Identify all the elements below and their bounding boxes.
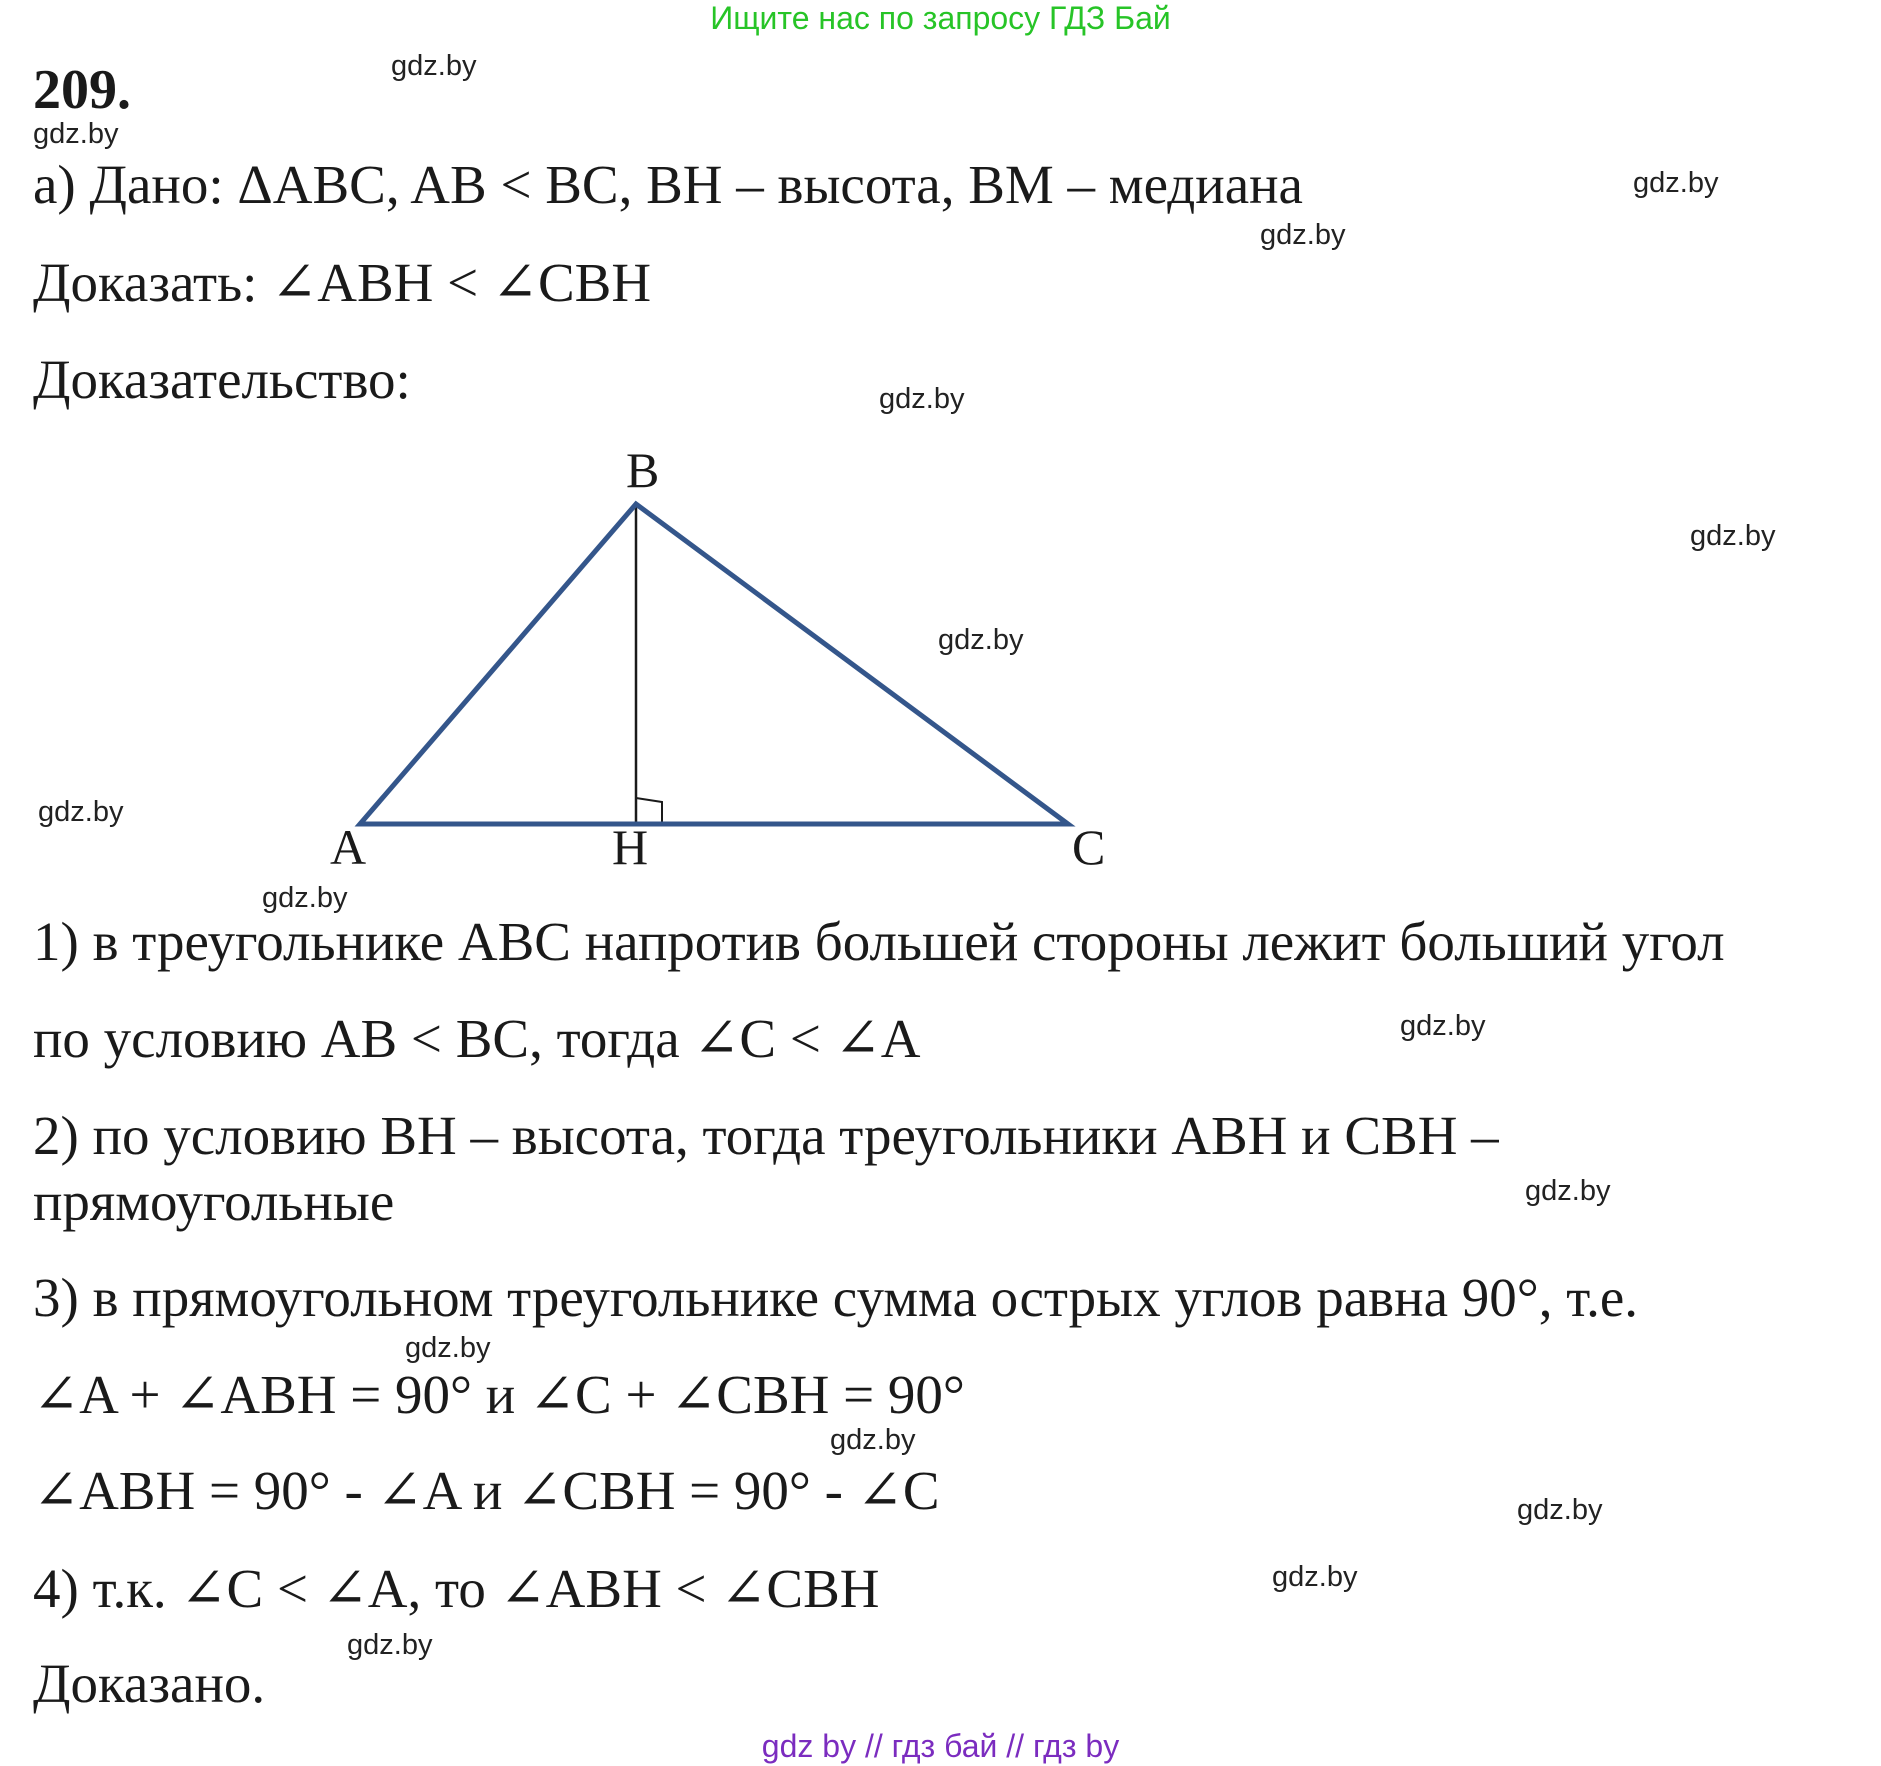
- search-banner: Ищите нас по запросу ГДЗ Бай: [710, 0, 1171, 36]
- step-3-line-2: ∠A + ∠ABH = 90° и ∠C + ∠CBH = 90°: [33, 1364, 965, 1425]
- step-2-line-1: 2) по условию BH – высота, тогда треугольники ABH и CBH –: [33, 1105, 1499, 1166]
- watermark: gdz.by: [1525, 1175, 1611, 1207]
- step-1-line-1: 1) в треугольнике ABC напротив большей стороны лежит больший угол: [33, 911, 1725, 972]
- watermark: gdz.by: [879, 383, 965, 415]
- watermark: gdz.by: [38, 796, 124, 828]
- vertex-label-a: A: [330, 819, 367, 875]
- watermark: gdz.by: [1260, 219, 1346, 251]
- watermark: gdz.by: [391, 50, 477, 82]
- step-2-line-2: прямоугольные: [33, 1171, 395, 1232]
- vertex-label-h: H: [612, 819, 649, 875]
- conclusion: Доказано.: [33, 1653, 266, 1714]
- step-1-line-2: по условию AB < BC, тогда ∠C < ∠A: [33, 1008, 921, 1069]
- footer-watermark: gdz by // гдз бай // гдз by: [761, 1728, 1120, 1764]
- triangle-figure: [320, 450, 1140, 890]
- prove-statement: Доказать: ∠ABH < ∠CBH: [33, 252, 652, 313]
- watermark: gdz.by: [33, 118, 119, 150]
- watermark: gdz.by: [938, 624, 1024, 656]
- watermark: gdz.by: [1690, 520, 1776, 552]
- vertex-label-c: C: [1072, 819, 1106, 875]
- step-3-line-3: ∠ABH = 90° - ∠A и ∠CBH = 90° - ∠C: [33, 1460, 940, 1521]
- watermark: gdz.by: [830, 1424, 916, 1456]
- step-3-line-1: 3) в прямоугольном треугольнике сумма острых углов равна 90°, т.е.: [33, 1267, 1639, 1328]
- given-statement: а) Дано: ΔABC, AB < BC, BH – высота, BM – медиана: [33, 154, 1303, 215]
- watermark: gdz.by: [1400, 1010, 1486, 1042]
- triangle-abc: [360, 504, 1068, 824]
- watermark: gdz.by: [262, 882, 348, 914]
- watermark: gdz.by: [1517, 1494, 1603, 1526]
- watermark: gdz.by: [405, 1332, 491, 1364]
- problem-number: 209.: [33, 59, 131, 121]
- vertex-label-b: B: [626, 450, 660, 498]
- watermark: gdz.by: [1272, 1561, 1358, 1593]
- proof-heading: Доказательство:: [33, 349, 411, 410]
- step-4-line-1: 4) т.к. ∠C < ∠A, то ∠ABH < ∠CBH: [33, 1558, 880, 1619]
- watermark: gdz.by: [347, 1629, 433, 1661]
- watermark: gdz.by: [1633, 167, 1719, 199]
